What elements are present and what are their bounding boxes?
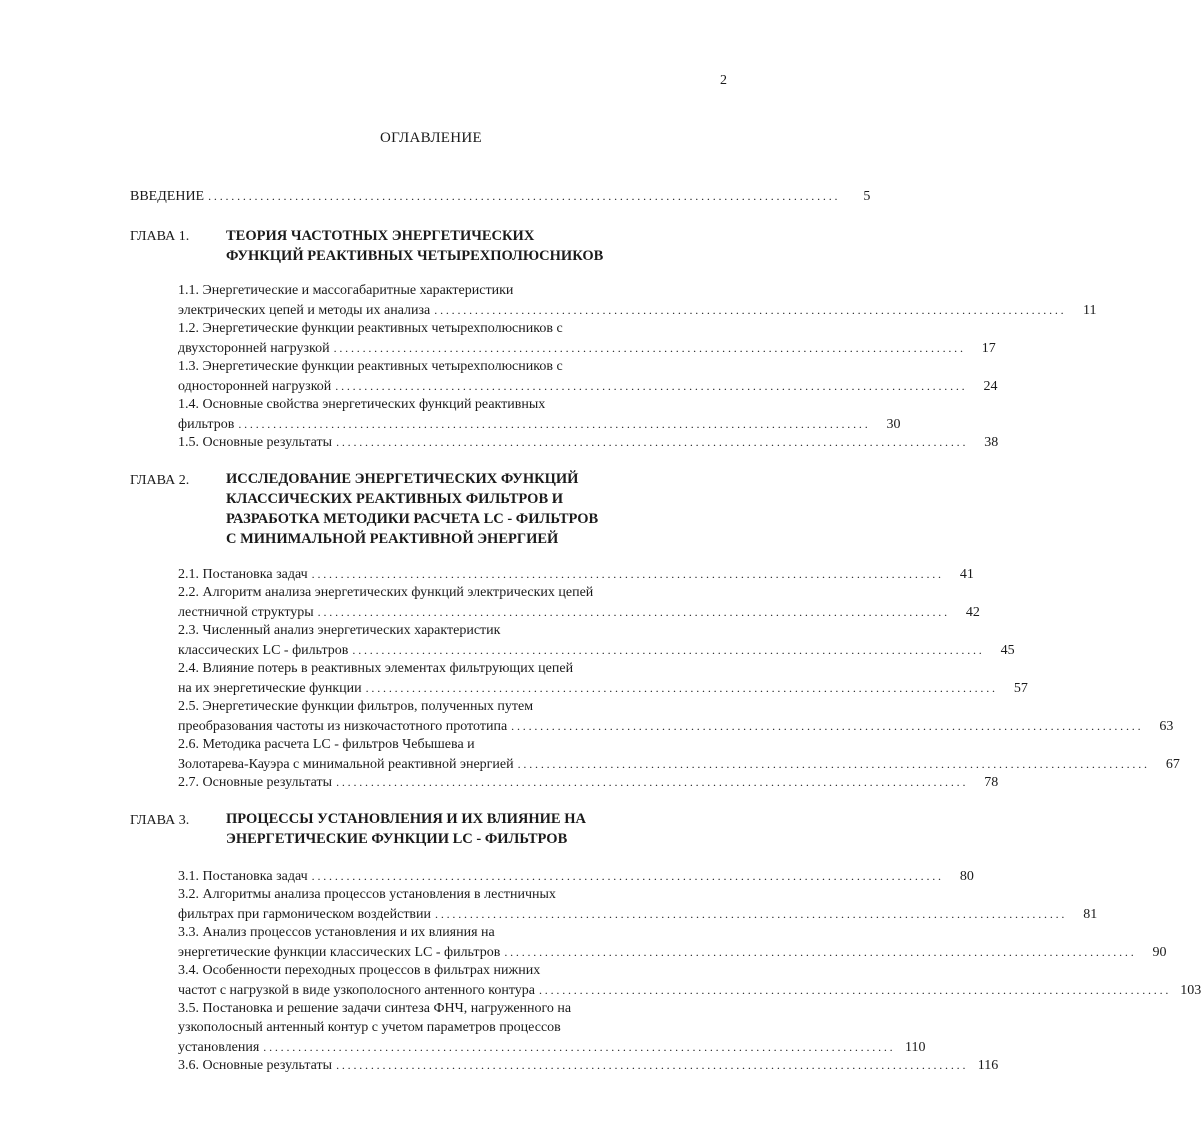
toc-page-number: 78 bbox=[984, 775, 999, 790]
toc-entry-1-2[interactable] bbox=[178, 338, 996, 358]
toc-entry-text: фильтрах при гармоническом воздействии bbox=[178, 907, 432, 922]
toc-page-number: 30 bbox=[886, 417, 901, 432]
toc-entry-2-6-line-1[interactable]: 2.6. Методика расчета LC - фильтров Чебышева и bbox=[178, 737, 475, 752]
toc-entry-text: ВВЕДЕНИЕ bbox=[130, 189, 205, 204]
toc-page-number: 5 bbox=[863, 189, 871, 204]
toc-page-number: 110 bbox=[904, 1040, 926, 1055]
toc-page-number: 38 bbox=[984, 435, 999, 450]
toc-entry-2-7[interactable] bbox=[178, 772, 999, 792]
toc-entry-2-6[interactable] bbox=[178, 754, 1180, 774]
toc-page-number: 24 bbox=[983, 379, 998, 394]
toc-entry-text: 2.7. Основные результаты bbox=[178, 775, 333, 790]
toc-entry-1-3[interactable] bbox=[178, 376, 998, 396]
leader-dots: ............................................................................................................. bbox=[238, 417, 871, 431]
toc-entry-text: двухсторонней нагрузкой bbox=[178, 341, 330, 356]
toc-page-number: 63 bbox=[1159, 719, 1174, 734]
toc-entry-3-2-line-1[interactable]: 3.2. Алгоритмы анализа процессов установления в лестничных bbox=[178, 887, 556, 902]
toc-entry-text: 3.1. Постановка задач bbox=[178, 869, 308, 884]
toc-page-number: 41 bbox=[959, 567, 974, 582]
toc-entry-1-1[interactable] bbox=[178, 300, 1097, 320]
toc-page-number: 80 bbox=[959, 869, 974, 884]
chapter-3-label: ГЛАВА 3. bbox=[130, 813, 190, 828]
toc-entry-1-1-line-1[interactable]: 1.1. Энергетические и массогабаритные характеристики bbox=[178, 283, 514, 298]
toc-entry-3-3-line-1[interactable]: 3.3. Анализ процессов установления и их влияния на bbox=[178, 925, 495, 940]
chapter-2-title-line-1[interactable]: ИССЛЕДОВАНИЕ ЭНЕРГЕТИЧЕСКИХ ФУНКЦИЙ bbox=[226, 471, 579, 487]
toc-entry-text: электрических цепей и методы их анализа bbox=[178, 303, 431, 318]
toc-entry-text: 2.1. Постановка задач bbox=[178, 567, 308, 582]
leader-dots: ............................................................................................................. bbox=[504, 945, 1137, 959]
toc-entry-2-1[interactable] bbox=[178, 564, 974, 584]
leader-dots: ............................................................................................................. bbox=[434, 303, 1067, 317]
leader-dots: ............................................................................................................. bbox=[517, 757, 1150, 771]
chapter-3-title-line-2[interactable]: ЭНЕРГЕТИЧЕСКИЕ ФУНКЦИИ LC - ФИЛЬТРОВ bbox=[226, 831, 568, 847]
leader-dots: ............................................................................................................. bbox=[263, 1040, 896, 1054]
chapter-2-title-line-4[interactable]: С МИНИМАЛЬНОЙ РЕАКТИВНОЙ ЭНЕРГИЕЙ bbox=[226, 531, 559, 547]
chapter-1-title-line-2[interactable]: ФУНКЦИЙ РЕАКТИВНЫХ ЧЕТЫРЕХПОЛЮСНИКОВ bbox=[226, 248, 604, 264]
toc-entry-3-4[interactable] bbox=[178, 980, 1201, 1000]
toc-title: ОГЛАВЛЕНИЕ bbox=[380, 130, 482, 146]
chapter-2-label: ГЛАВА 2. bbox=[130, 473, 190, 488]
toc-entry-2-2-line-1[interactable]: 2.2. Алгоритм анализа энергетических функций электрических цепей bbox=[178, 585, 594, 600]
leader-dots: ............................................................................................................. bbox=[208, 189, 841, 203]
chapter-2-title-line-3[interactable]: РАЗРАБОТКА МЕТОДИКИ РАСЧЕТА LC - ФИЛЬТРОВ bbox=[226, 511, 599, 527]
leader-dots: ............................................................................................................. bbox=[336, 775, 969, 789]
toc-entry-1-3-line-1[interactable]: 1.3. Энергетические функции реактивных четырехполюсников с bbox=[178, 359, 563, 374]
toc-page-number: 81 bbox=[1083, 907, 1098, 922]
leader-dots: ............................................................................................................. bbox=[311, 567, 944, 581]
toc-entry-text: энергетические функции классических LC - фильтров bbox=[178, 945, 501, 960]
leader-dots: ............................................................................................................. bbox=[539, 983, 1172, 997]
toc-entry-intro[interactable] bbox=[130, 186, 871, 206]
toc-page-number: 45 bbox=[1000, 643, 1015, 658]
toc-entry-3-5-line-2[interactable]: узкополосный антенный контур с учетом параметров процессов bbox=[178, 1020, 561, 1035]
leader-dots: ............................................................................................................. bbox=[311, 869, 944, 883]
toc-entry-3-3[interactable] bbox=[178, 942, 1167, 962]
leader-dots: ............................................................................................................. bbox=[365, 681, 998, 695]
chapter-2-title-line-2[interactable]: КЛАССИЧЕСКИХ РЕАКТИВНЫХ ФИЛЬТРОВ И bbox=[226, 491, 564, 507]
page-number: 2 bbox=[720, 73, 727, 88]
toc-page-number: 57 bbox=[1013, 681, 1028, 696]
toc-page-number: 67 bbox=[1165, 757, 1180, 772]
toc-entry-3-5-line-1[interactable]: 3.5. Постановка и решение задачи синтеза ФНЧ, нагруженного на bbox=[178, 1001, 572, 1016]
toc-page-number: 11 bbox=[1082, 303, 1097, 318]
toc-entry-text: классических LC - фильтров bbox=[178, 643, 349, 658]
toc-entry-3-6[interactable] bbox=[178, 1055, 999, 1075]
leader-dots: ............................................................................................................. bbox=[335, 379, 968, 393]
toc-page-number: 17 bbox=[981, 341, 996, 356]
toc-entry-3-4-line-1[interactable]: 3.4. Особенности переходных процессов в фильтрах нижних bbox=[178, 963, 541, 978]
leader-dots: ............................................................................................................. bbox=[352, 643, 985, 657]
toc-entry-text: односторонней нагрузкой bbox=[178, 379, 332, 394]
toc-entry-1-4-line-1[interactable]: 1.4. Основные свойства энергетических функций реактивных bbox=[178, 397, 546, 412]
toc-entry-1-2-line-1[interactable]: 1.2. Энергетические функции реактивных четырехполюсников с bbox=[178, 321, 563, 336]
toc-entry-1-4[interactable] bbox=[178, 414, 901, 434]
chapter-1-label: ГЛАВА 1. bbox=[130, 229, 190, 244]
leader-dots: ............................................................................................................. bbox=[511, 719, 1144, 733]
leader-dots: ............................................................................................................. bbox=[435, 907, 1068, 921]
toc-entry-3-5[interactable] bbox=[178, 1037, 926, 1057]
toc-entry-text: Золотарева-Кауэра с минимальной реактивной энергией bbox=[178, 757, 514, 772]
toc-entry-2-3[interactable] bbox=[178, 640, 1015, 660]
toc-entry-2-4-line-1[interactable]: 2.4. Влияние потерь в реактивных элементах фильтрующих цепей bbox=[178, 661, 574, 676]
toc-entry-3-2[interactable] bbox=[178, 904, 1098, 924]
toc-entry-2-4[interactable] bbox=[178, 678, 1028, 698]
leader-dots: ............................................................................................................. bbox=[317, 605, 950, 619]
toc-entry-3-1[interactable] bbox=[178, 866, 974, 886]
toc-entry-1-5[interactable] bbox=[178, 432, 999, 452]
toc-entry-text: преобразования частоты из низкочастотного прототипа bbox=[178, 719, 508, 734]
toc-page-number: 90 bbox=[1152, 945, 1167, 960]
toc-entry-text: установления bbox=[178, 1040, 260, 1055]
toc-entry-text: 3.6. Основные результаты bbox=[178, 1058, 333, 1073]
leader-dots: ............................................................................................................. bbox=[336, 1058, 969, 1072]
toc-entry-2-5[interactable] bbox=[178, 716, 1174, 736]
toc-entry-text: на их энергетические функции bbox=[178, 681, 362, 696]
leader-dots: ............................................................................................................. bbox=[336, 435, 969, 449]
toc-page-number: 103 bbox=[1180, 983, 1201, 998]
chapter-1-title-line-1[interactable]: ТЕОРИЯ ЧАСТОТНЫХ ЭНЕРГЕТИЧЕСКИХ bbox=[226, 228, 535, 244]
leader-dots: ............................................................................................................. bbox=[333, 341, 966, 355]
toc-page-number: 42 bbox=[965, 605, 980, 620]
toc-page-number: 116 bbox=[977, 1058, 999, 1073]
toc-entry-text: фильтров bbox=[178, 417, 235, 432]
toc-entry-2-2[interactable] bbox=[178, 602, 980, 622]
toc-entry-2-5-line-1[interactable]: 2.5. Энергетические функции фильтров, полученных путем bbox=[178, 699, 534, 714]
toc-entry-text: лестничной структуры bbox=[178, 605, 314, 620]
toc-entry-2-3-line-1[interactable]: 2.3. Численный анализ энергетических характеристик bbox=[178, 623, 501, 638]
toc-entry-text: 1.5. Основные результаты bbox=[178, 435, 333, 450]
toc-entry-text: частот с нагрузкой в виде узкополосного антенного контура bbox=[178, 983, 535, 998]
chapter-3-title-line-1[interactable]: ПРОЦЕССЫ УСТАНОВЛЕНИЯ И ИХ ВЛИЯНИЕ НА bbox=[226, 811, 586, 827]
